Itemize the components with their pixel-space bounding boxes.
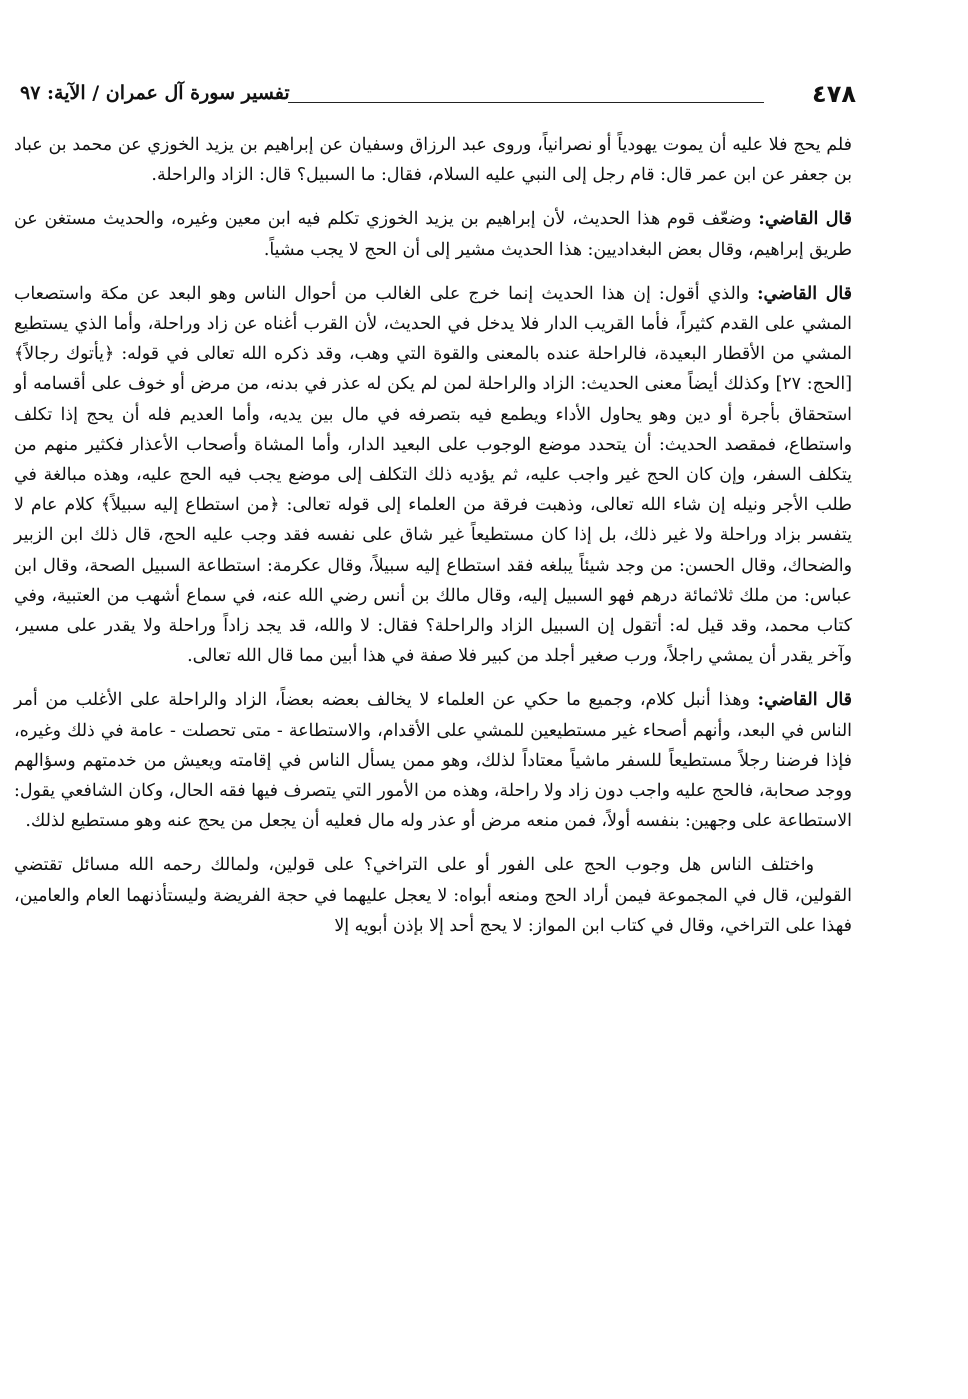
body-text	[14, 130, 852, 947]
speaker-label: قال القاضي:	[757, 690, 852, 711]
paragraph-text: واختلف الناس هل وجوب الحج على الفور أو على التراخي؟ على قولين، ولمالك رحمه الله مسائل تقتضي القولين، قال في المجموعة فيمن أراد الحج ومنعه أبواه: لا يعجل عليهما في حجة الفريضة وليستأذنهما العام والعامين، فهذا على التراخي، وقال في كتاب ابن المواز: لا يحج أحد إلا بإذن أبويه إلا	[14, 855, 852, 936]
speaker-label: قال القاضي:	[757, 283, 852, 304]
paragraph	[14, 850, 852, 941]
paragraph	[14, 685, 852, 836]
speaker-label: قال القاضي:	[758, 209, 852, 230]
page-number: ٤٧٨	[812, 80, 856, 108]
paragraph	[14, 204, 852, 264]
paragraph-text: وضعّف قوم هذا الحديث، لأن إبراهيم بن يزيد الخوزي تكلم فيه ابن معين وغيره، والحديث مستغن عن طريق إبراهيم، وقال بعض البغداديين: هذا الحديث مشير إلى أن الحج لا يجب مشياً.	[14, 209, 852, 260]
paragraph	[14, 130, 852, 190]
running-title: تفسير سورة آل عمران / الآية: ٩٧	[20, 82, 290, 104]
header-rule	[288, 102, 764, 103]
paragraph	[14, 279, 852, 672]
paragraph-text: فلم يحج فلا عليه أن يموت يهودياً أو نصرانياً، وروى عبد الرزاق وسفيان عن إبراهيم بن يزيد الخوزي عن محمد بن عباد بن جعفر عن ابن عمر قال: قام رجل إلى النبي عليه السلام، فقال: ما السبيل؟ قال: الزاد والراحلة.	[14, 135, 852, 186]
paragraph-text: وهذا أنبل كلام، وجميع ما حكي عن العلماء لا يخالف بعضه بعضاً، الزاد والراحلة على الأغلب من أمر الناس في البعد، وأنهم أصحاء غير مستطيعين للمشي على الأقدام، والاستطاعة - متى تحصلت - عامة في ذلك وغيره، فإذا فرضنا رجلاً مستطيعاً للسفر ماشياً معتاداً لذلك، وهو ممن يسأل الناس في إقامته ويعيش من خدمتهم وسؤالهم ووجد صحابة، فالحج عليه واجب دون زاد ولا راحلة، وهذه من الأمور التي يتصرف فيها فقه الحال، وكان الشافعي يقول: الاستطاعة على وجهين: بنفسه أولاً، فمن منعه مرض أو عذر وله مال فعليه أن يجعل من يحج عنه وهو مستطيع لذلك.	[14, 690, 852, 832]
paragraph-text: والذي أقول: إن هذا الحديث إنما خرج على الغالب من أحوال الناس وهو البعد عن مكة واستصعاب المشي على القدم كثيراً، فأما القريب الدار فلا يدخل في الحديث، لأن القرب أغناه عن زاد وراحلة، وأما الذي يستطيع المشي من الأقطار البعيدة، فالراحلة عنده بالمعنى والقوة التي وهب، وقد ذكره الله تعالى في قوله: ﴿يأتوك رجالاً﴾ [الحج: ٢٧] وكذلك أيضاً معنى الحديث: الزاد والراحلة لمن لم يكن له عذر في بدنه، من مرض أو خوف على أقسامه أو استحقاق بأجرة أو دين وهو يحاول الأداء ويطمع فيه بتصرفه في مال بين يديه، وأما العديم فله أن يحج إذا تكلف واستطاع، فمقصد الحديث: أن يتحدد موضع الوجوب على البعيد الدار، وأما المشاة وأصحاب الأعذار فكثير منهم من يتكلف السفر، وإن كان الحج غير واجب عليه، ثم يؤديه ذلك التكلف إلى موضع يجب فيه الحج عليه، وهذه مبالغة في طلب الأجر ونيله إن شاء الله تعالى، وذهبت فرقة من العلماء إلى قوله تعالى: ﴿من استطاع إليه سبيلاً﴾ كلام عام لا يتفسر بزاد وراحلة ولا غير ذلك، بل إذا كان مستطيعاً غير شاق على نفسه فقد وجب عليه الحج، قال ذلك ابن الزبير والضحاك، وقال الحسن: من وجد شيئاً يبلغه فقد استطاع إليه سبيلاً، وقال عكرمة: استطاعة السبيل الصحة، وقال ابن عباس: من ملك ثلاثمائة درهم فهو السبيل إليه، وقال مالك بن أنس رضي الله عنه، في سماع أشهب من العتبية، وفي كتاب محمد، وقد قيل له: أتقول إن السبيل الزاد والراحلة؟ فقال: لا والله، قد يجد زاداً وراحلة ولا يقدر على مسير، وآخر يقدر أن يمشي راجلاً، ورب صغير أجلد من كبير فلا صفة في هذا أبين مما قال الله تعالى.	[14, 283, 852, 667]
page-header	[20, 78, 856, 114]
